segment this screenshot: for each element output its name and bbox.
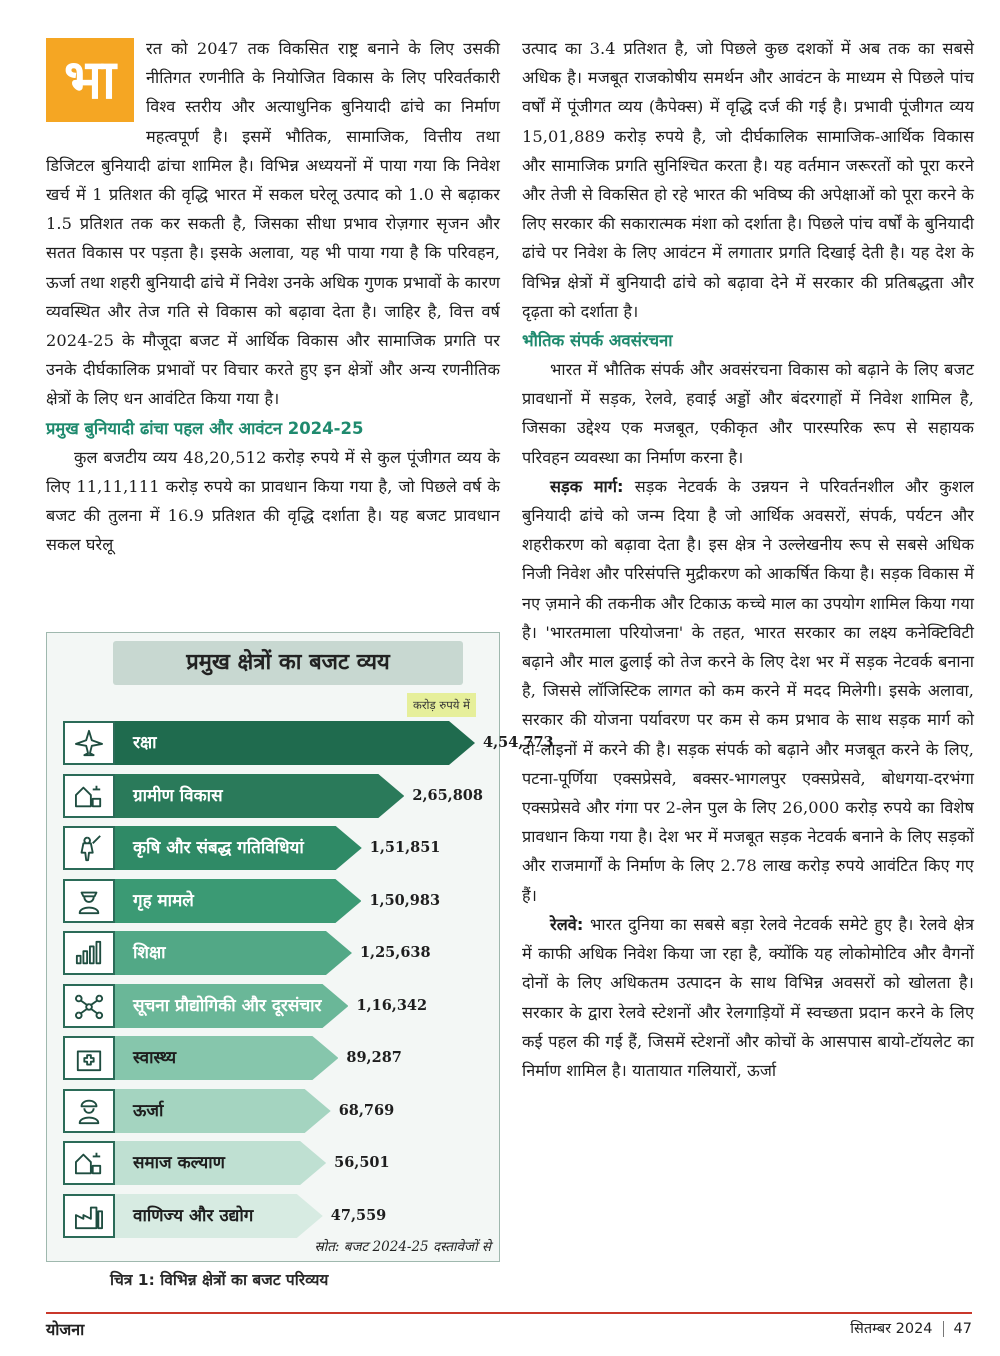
road-paragraph bbox=[522, 472, 974, 910]
intro-paragraph: रत को 2047 तक विकसित राष्ट्र बनाने के लिए उसकी नीतिगत रणनीति के नियोजित विकास के लिए परिवर्तकारी विश्व स्तरीय और अत्याधुनिक बुनियादी ढांचे का निर्माण महत्वपूर्ण है। इसमें भौतिक, सामाजिक, वित्तीय तथा डिजिटल बुनियादी ढांचा शामिल है। विभिन्न अध्ययनों में पाया गया कि निवेश खर्च में 1 प्रतिशत की वृद्धि भारत में सकल घरेलू उत्पाद को 1.0 से बढ़ाकर 1.5 प्रतिशत तक कर सकती है, जिसका सीधा प्रभाव रोज़गार सृजन और सतत विकास पर पड़ता है। इसके अलावा, यह भी पाया गया है कि परिवहन, ऊर्जा तथा शहरी बुनियादी ढांचे में निवेश उनके अधिक गुणक प्रभावों के कारण व्यवस्थित और तेज गति से विकास को बढ़ावा देता है। जाहिर है, वित्त वर्ष 2024-25 के मौजूदा बजट में आर्थिक विकास और सामाजिक प्रगति पर उनके दीर्घकालिक प्रभावों पर विचार करते हुए इन क्षेत्रों और अन्य रणनीतिक क्षेत्रों के लिए धन आवंटित किया गया है। bbox=[46, 39, 500, 409]
bar-value-label: 56,501 bbox=[334, 1154, 390, 1171]
hospital-icon bbox=[63, 1036, 115, 1080]
bar-value-label: 68,769 bbox=[338, 1101, 395, 1119]
bar-value-label: 1,16,342 bbox=[356, 996, 428, 1014]
bar-label: कृषि और संबद्ध गतिविधियां bbox=[133, 838, 304, 858]
bar-label: समाज कल्याण bbox=[133, 1153, 225, 1173]
bar-label: गृह मामले bbox=[133, 890, 194, 911]
bar-row bbox=[63, 984, 448, 1028]
bar-row bbox=[63, 931, 452, 975]
bar-row bbox=[63, 1194, 423, 1238]
bar-row bbox=[63, 1036, 438, 1080]
bar-growth-icon bbox=[63, 931, 115, 975]
infographic-title: प्रमुख क्षेत्रों का बजट व्यय bbox=[186, 650, 390, 675]
bar-value-label: 4,54,773 bbox=[483, 734, 554, 751]
bar-value-label: 1,25,638 bbox=[359, 944, 431, 961]
footer-issue bbox=[850, 1318, 972, 1338]
section-heading-physical: भौतिक संपर्क अवसंरचना bbox=[522, 331, 673, 351]
police-officer-icon bbox=[63, 879, 115, 923]
left-column bbox=[46, 34, 500, 559]
road-text: सड़क नेटवर्क के उन्नयन ने परिवर्तनशील और कुशल बुनियादी ढांचे को जन्म दिया है जो आर्थिक अवसरों, संपर्क, पर्यटन और शहरीकरण को बढ़ावा देता है। इस क्षेत्र ने उल्लेखनीय रूप से सबसे अधिक निजी निवेश और परिसंपत्ति मुद्रीकरण को आकर्षित किया है। सड़क विकास में नए ज़माने की तकनीक और टिकाऊ कच्चे माल का उपयोग शामिल किया गया है। 'भारतमाला परियोजना' के तहत, भारत सरकार का लक्ष्य कनेक्टिविटी बढ़ाने और माल ढुलाई को तेज करने के लिए देश भर में सड़क नेटवर्क बनाना है, जिससे लॉजिस्टिक लागत को कम करने में मदद मिलेगी। इसके अलावा, सरकार की योजना पर्यावरण पर कम से कम प्रभाव के साथ सड़क मार्ग को दो-लाइनों में करने की है। सड़क संपर्क को बढ़ाने और मजबूत करने के लिए, पटना-पूर्णिया एक्सप्रेसवे, बक्सर-भागलपुर एक्सप्रेसवे, बोधगया-दरभंगा एक्सप्रेसवे और गंगा पर 2-लेन पुल के लिए 26,000 करोड़ रुपये का विशेष प्रावधान किया गया है। देश भर में मजबूत सड़क नेटवर्क बनाने के लिए सड़कों और राजमार्गों के निर्माण के लिए 2.78 लाख करोड़ रुपये आवंटित किए गए हैं। bbox=[522, 476, 974, 905]
rail-paragraph bbox=[522, 910, 974, 1085]
capex-paragraph: उत्पाद का 3.4 प्रतिशत है, जो पिछले कुछ दशकों में अब तक का सबसे अधिक है। मजबूत राजकोषीय समर्थन और आवंटन के माध्यम से पिछले पांच वर्षों में पूंजीगत व्यय (कैपेक्स) में वृद्धि दर्ज की गई है। प्रभावी पूंजीगत व्यय 15,01,889 करोड़ रुपये है, जो दीर्घकालिक सामाजिक-आर्थिक विकास और सामाजिक प्रगति सुनिश्चित करता है। यह वर्तमान जरूरतों को पूरा करने और तेजी से विकसित हो रहे भारत की भविष्य की अपेक्षाओं को पूरा करने के लिए सरकार की सकारात्मक मंशा को दर्शाता है। पिछले पांच वर्षों के बुनियादी ढांचे पर निवेश के लिए आवंटन में लगातार प्रगति दिखाई देती है। यह देश के विभिन्न क्षेत्रों में बुनियादी ढांचे को बढ़ावा देने में सरकार की प्रतिबद्धता और दृढ़ता को दर्शाता है। bbox=[522, 39, 974, 321]
bar-mark bbox=[115, 721, 475, 765]
infographic-title-banner bbox=[113, 641, 463, 685]
bar-row bbox=[63, 774, 504, 818]
source-note: स्रोत: बजट 2024-25 दस्तावेजों से bbox=[314, 1239, 491, 1255]
bar-value-label: 47,559 bbox=[330, 1206, 387, 1224]
figure-caption: चित्र 1: विभिन्न क्षेत्रों का बजट परिव्यय bbox=[110, 1271, 329, 1289]
road-lead: सड़क मार्ग: bbox=[550, 476, 624, 496]
bar-label: ग्रामीण विकास bbox=[133, 785, 223, 806]
budget-infographic bbox=[46, 632, 554, 1262]
magazine-name: योजना bbox=[46, 1320, 85, 1339]
footer-rule bbox=[46, 1312, 972, 1314]
village-farm-icon bbox=[63, 774, 115, 818]
village-farm-icon bbox=[63, 1141, 115, 1185]
page-number: 47 bbox=[943, 1321, 972, 1337]
rail-lead: रेलवे: bbox=[550, 914, 584, 934]
bar-value-label: 89,287 bbox=[346, 1049, 402, 1066]
bar-label: रक्षा bbox=[133, 733, 157, 753]
bar-row bbox=[63, 826, 462, 870]
bar-label: ऊर्जा bbox=[133, 1100, 164, 1121]
bar-row bbox=[63, 1089, 431, 1133]
bar-label: शिक्षा bbox=[133, 943, 166, 963]
bar-value-label: 2,65,808 bbox=[412, 786, 483, 804]
bar-shape bbox=[115, 721, 475, 765]
fighter-jet-icon bbox=[63, 721, 115, 765]
network-icon bbox=[63, 984, 115, 1028]
physical-paragraph: भारत में भौतिक संपर्क और अवसंरचना विकास को बढ़ाने के लिए बजट प्रावधानों में सड़क, रेलवे, हवाई अड्डों और बंदरगाहों में निवेश शामिल है, जिसका उद्देश्य एक मजबूत, एकीकृत और पारस्परिक रूप से सहायक परिवहन व्यवस्था का निर्माण करना है। bbox=[522, 360, 974, 467]
bar-value-label: 1,50,983 bbox=[369, 891, 441, 909]
rail-text: भारत दुनिया का सबसे बड़ा रेलवे नेटवर्क समेटे हुए है। रेलवे क्षेत्र में काफी अधिक निवेश किया जा रहा है, क्योंकि यह लोकोमोटिव और वैगनों दोनों के लिए अधिकतम उत्पादन के साथ विभिन्न अवसरों को खोलता है। सरकार के द्वारा रेलवे स्टेशनों और रेलगाड़ियों में स्वच्छता प्रदान करने के लिए कई पहल की गई हैं, जिसमें स्टेशनों और कोचों के आसपास बायो-टॉयलेट का निर्माण शामिल है। यातायात गलियारों, ऊर्जा bbox=[522, 914, 974, 1080]
engineer-icon bbox=[63, 1089, 115, 1133]
drop-cap: भा bbox=[46, 38, 134, 122]
bar-row bbox=[63, 1141, 426, 1185]
section-heading-infrastructure: प्रमुख बुनियादी ढांचा पहल और आवंटन 2024-25 bbox=[46, 418, 364, 438]
bar-row bbox=[63, 721, 575, 765]
bar-value-label: 1,51,851 bbox=[369, 839, 441, 856]
farmer-icon bbox=[63, 826, 115, 870]
bar-label: वाणिज्य और उद्योग bbox=[133, 1205, 254, 1226]
bar-label: सूचना प्रौद्योगिकी और दूरसंचार bbox=[133, 995, 322, 1016]
issue-date: सितम्बर 2024 bbox=[850, 1321, 933, 1337]
bar-row bbox=[63, 879, 461, 923]
unit-tag: करोड़ रुपये में bbox=[407, 693, 476, 717]
right-column bbox=[522, 34, 974, 1085]
bar-label: स्वास्थ्य bbox=[133, 1048, 177, 1068]
budget-paragraph: कुल बजटीय व्यय 48,20,512 करोड़ रुपये में से कुल पूंजीगत व्यय के लिए 11,11,111 करोड़ रुपये का प्रावधान किया गया है, जो पिछले वर्ष के बजट की तुलना में 16.9 प्रतिशत की वृद्धि दर्शाता है। यह बजट प्रावधान सकल घरेलू bbox=[46, 447, 500, 555]
factory-icon bbox=[63, 1194, 115, 1238]
